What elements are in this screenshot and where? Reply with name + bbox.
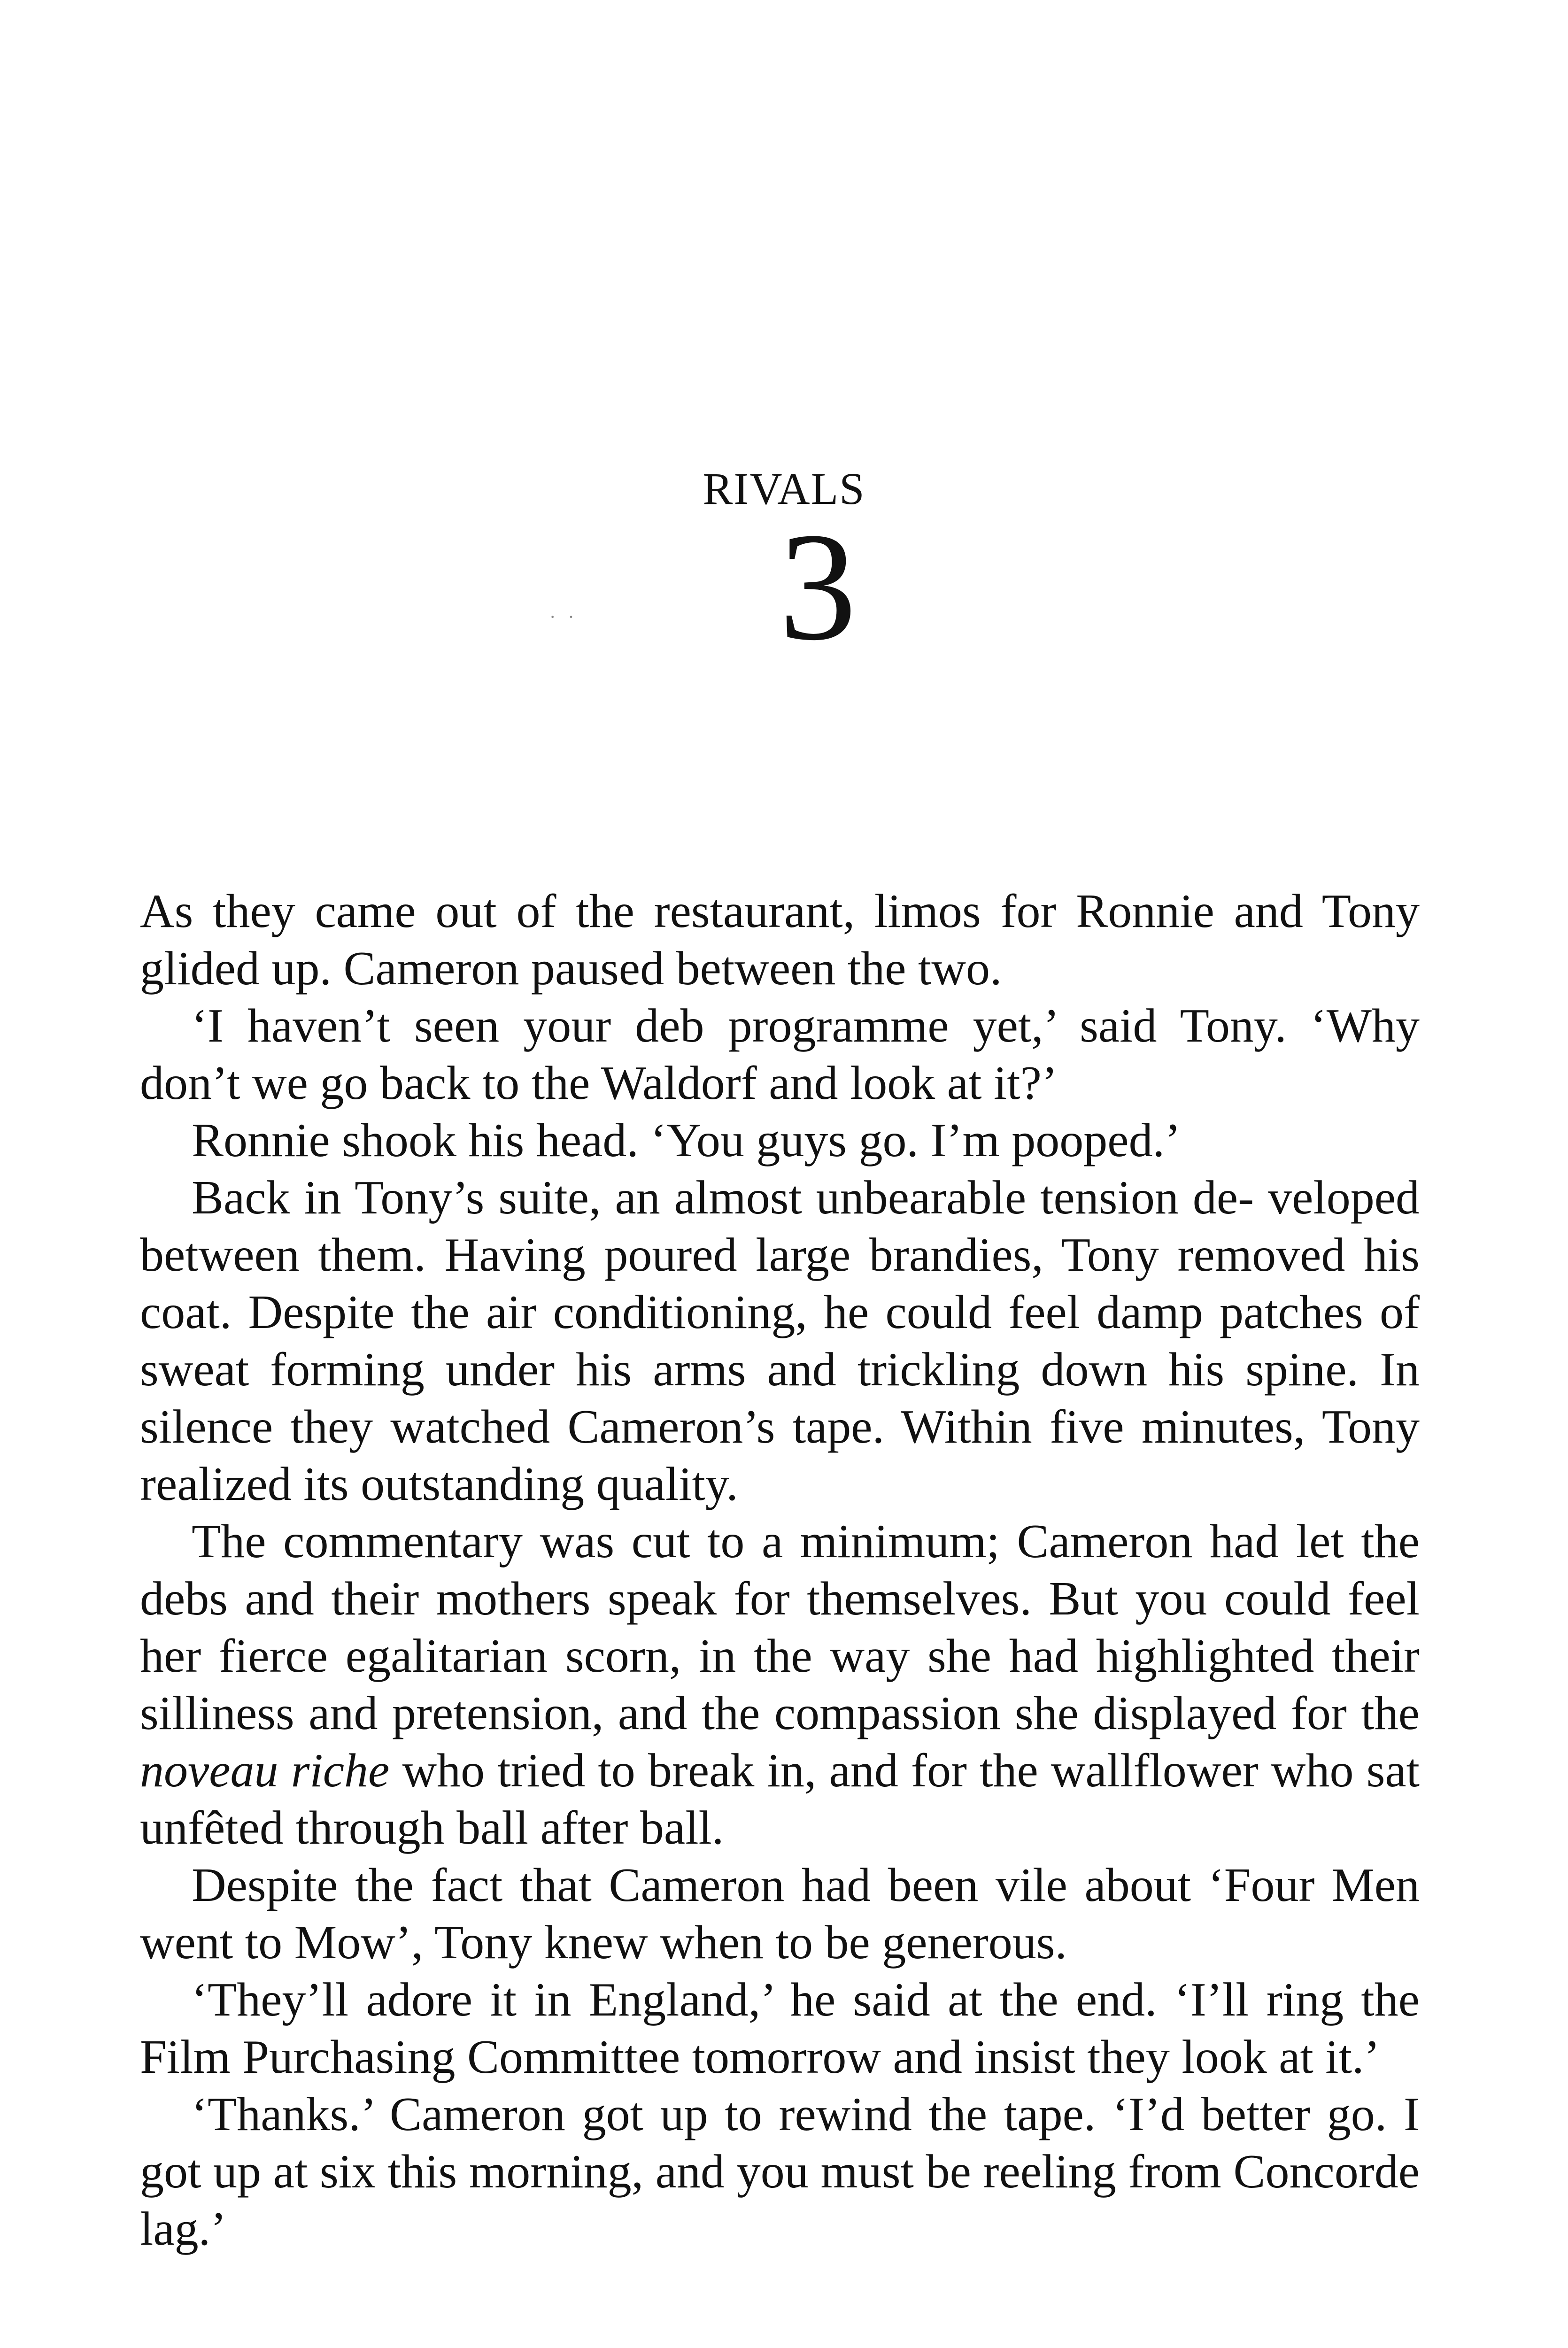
paragraph: ‘They’ll adore it in England,’ he said at the end. ‘I’ll ring the Film Purchasing Committee tomorrow and insist they look at it.’ <box>140 1973 1420 2084</box>
chapter-number: 3 <box>779 501 857 672</box>
paragraph: Back in Tony’s suite, an almost unbearable tension de- veloped between them. Having poured large brandies, Tony removed his coat. Despite the air conditioning, he could feel damp patches of sweat forming under his arms and trickling down his spine. In silence they watched Cameron’s tape. Within five minutes, Tony realized its outstanding quality. <box>140 1171 1420 1511</box>
decorative-dots: · · <box>549 606 578 627</box>
paragraph: Despite the fact that Cameron had been vile about ‘Four Men went to Mow’, Tony knew when to be generous. <box>140 1859 1420 1969</box>
paragraph: As they came out of the restaurant, limos for Ronnie and Tony glided up. Cameron paused between the two. <box>140 885 1420 995</box>
paragraph: ‘I haven’t seen your deb programme yet,’ said Tony. ‘Why don’t we go back to the Waldorf and look at it?’ <box>140 999 1420 1110</box>
paragraph: Ronnie shook his head. ‘You guys go. I’m pooped.’ <box>192 1114 1181 1167</box>
running-head: RIVALS <box>703 463 865 514</box>
paragraph <box>140 1513 1420 1857</box>
italic-phrase: noveau riche <box>140 1744 390 1797</box>
body-text <box>140 883 1420 2258</box>
paragraph-text: The commentary was cut to a minimum; Cameron had let the debs and their mothers speak for themselves. But you could feel her fierce egalitarian scorn, in the way she had highlighted their silliness and pretension, and the compassion she displayed for the <box>140 1515 1420 1740</box>
paragraph: ‘Thanks.’ Cameron got up to rewind the tape. ‘I’d better go. I got up at six this morning, and you must be reeling from Concorde lag.’ <box>140 2088 1420 2255</box>
paragraph-text: who tried to break in, and for the wallflower who sat unfêted through ball after ball. <box>140 1744 1420 1854</box>
